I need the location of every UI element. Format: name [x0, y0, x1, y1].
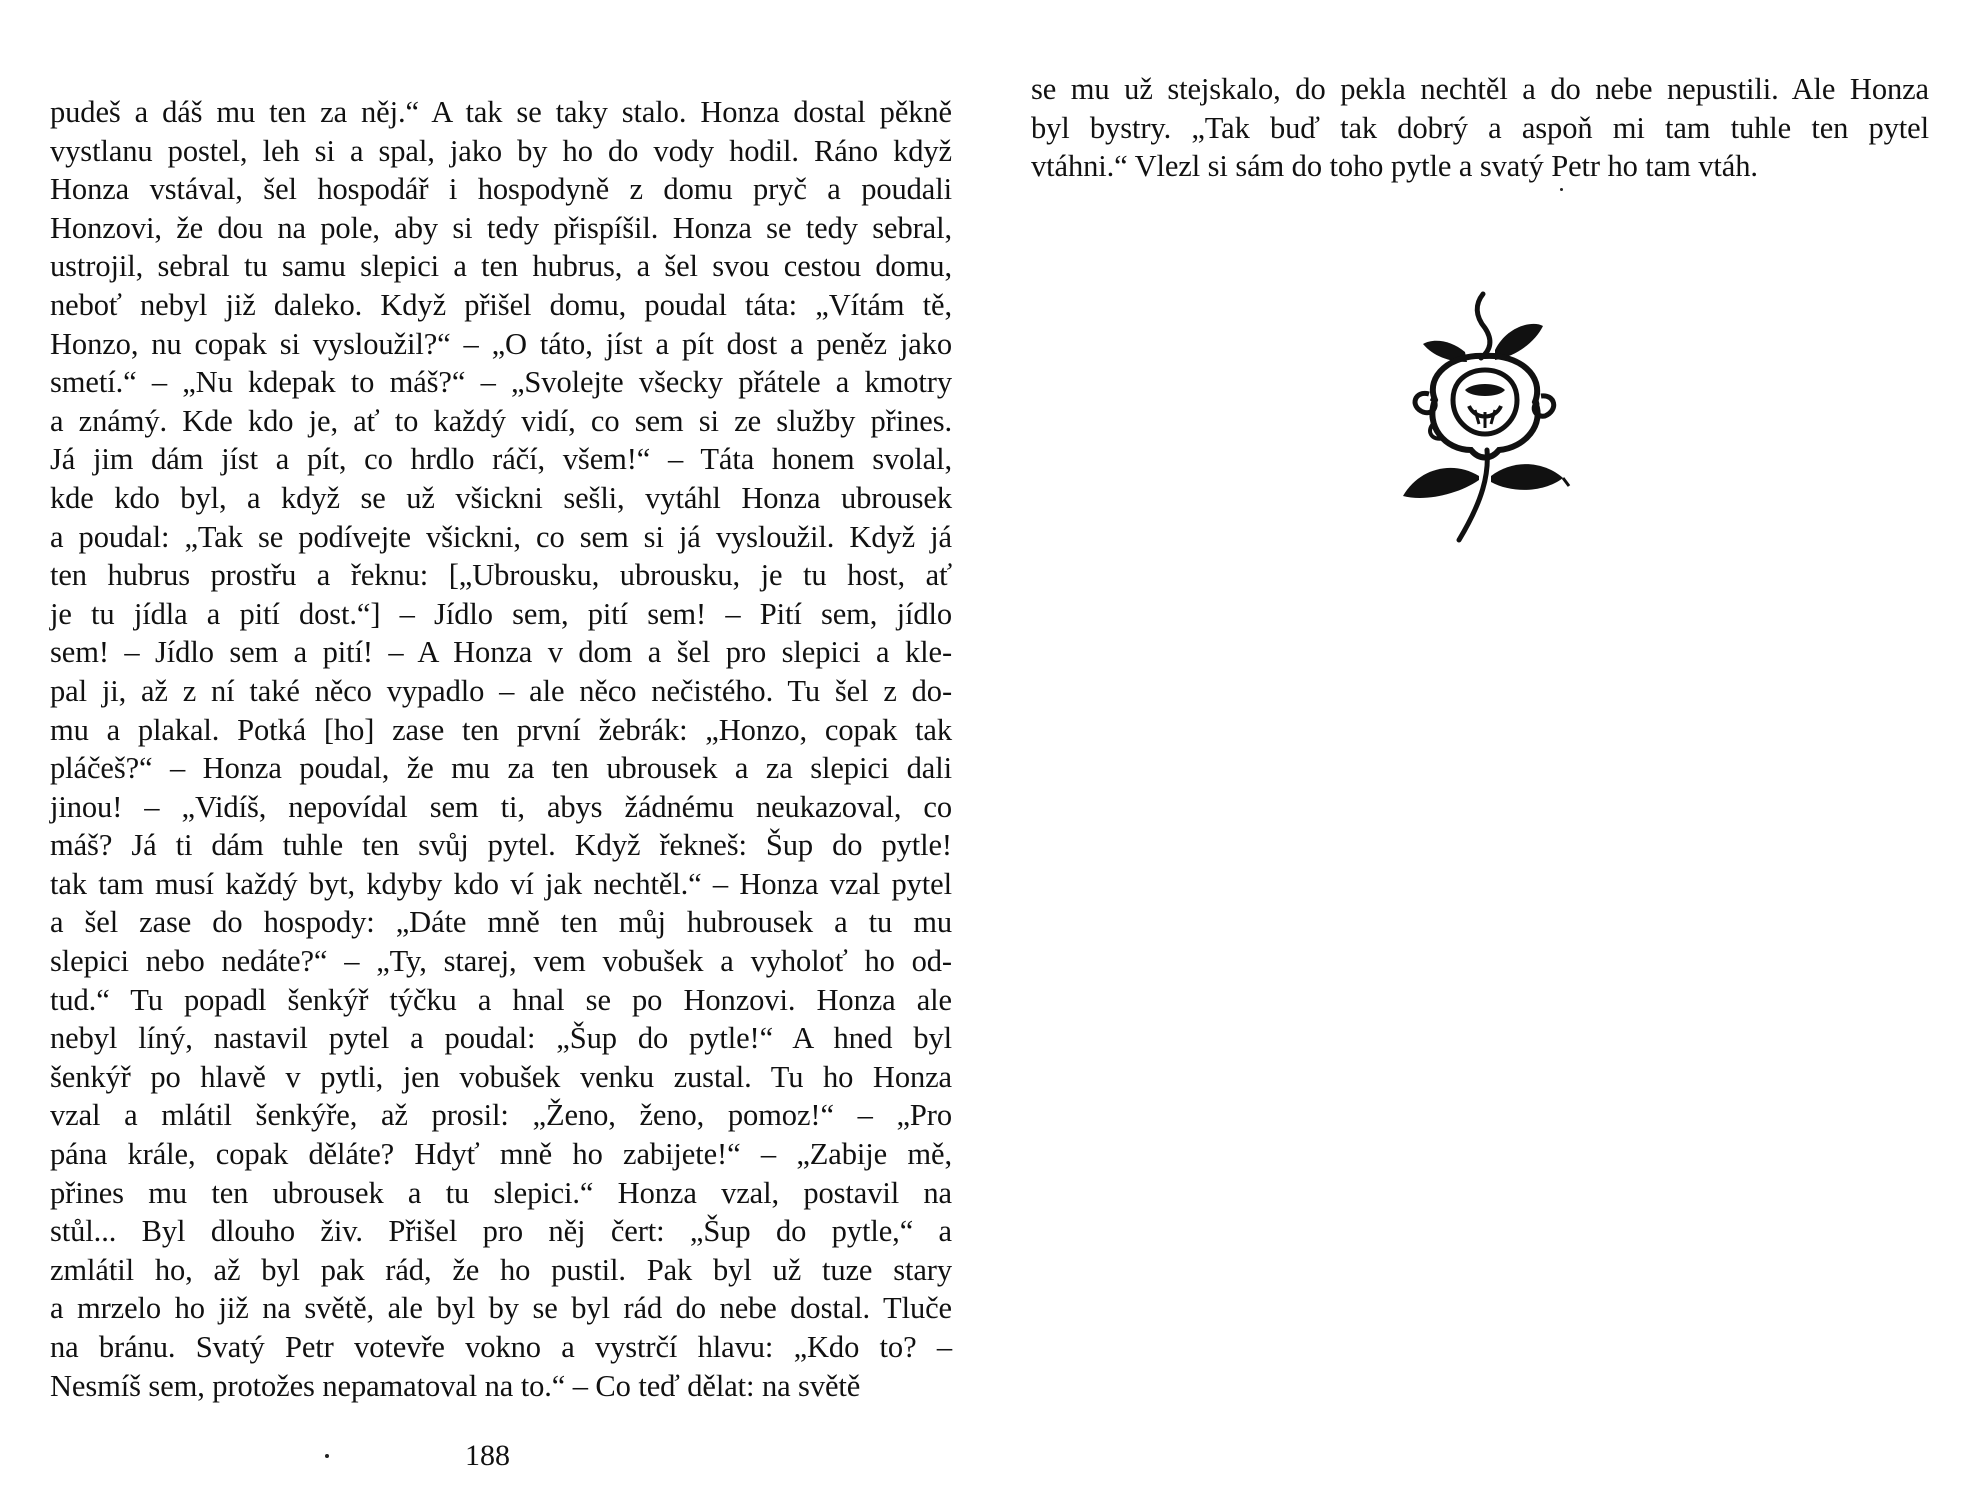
- print-speck: [325, 1454, 329, 1458]
- left-page-line: stůl... Byl dlouho živ. Přišel pro něj čert: „Šup do pytle,“ a: [50, 1214, 952, 1249]
- left-page-line: Nesmíš sem, protožes nepamatoval na to.“ – Co teď dělat: na světě: [50, 1368, 861, 1403]
- left-page-line: slepici nebo nedáte?“ – „Ty, starej, vem vobušek a vyholoť ho od-: [50, 944, 952, 979]
- left-page-line: a mrzelo ho již na světě, ale byl by se byl rád do nebe dostal. Tluče: [50, 1291, 952, 1326]
- left-page-line: jinou! – „Vidíš, nepovídal sem ti, abys žádnému neukazoval, co: [50, 789, 952, 824]
- right-page-line: vtáhni.“ Vlezl si sám do toho pytle a svatý Petr ho tam vtáh.: [1031, 149, 1758, 184]
- left-page-line: tak tam musí každý byt, kdyby kdo ví jak nechtěl.“ – Honza vzal pytel: [50, 866, 952, 901]
- left-page-line: kde kdo byl, a když se už všickni sešli, vytáhl Honza ubrousek: [50, 480, 952, 515]
- left-page-line: a šel zase do hospody: „Dáte mně ten můj hubrousek a tu mu: [50, 905, 952, 940]
- page-number: 188: [465, 1439, 510, 1472]
- left-page-line: pal ji, až z ní také něco vypadlo – ale něco nečistého. Tu šel z do-: [50, 673, 952, 708]
- left-page-line: ten hubrus prostřu a řeknu: [„Ubrousku, ubrousku, je tu host, ať: [50, 558, 952, 593]
- left-page-line: ustrojil, sebral tu samu slepici a ten hubrus, a šel svou cestou domu,: [50, 249, 952, 284]
- left-page-line: sem! – Jídlo sem a pití! – A Honza v dom a šel pro slepici a kle-: [50, 635, 952, 670]
- left-page-line: neboť nebyl již daleko. Když přišel domu, poudal táta: „Vítám tě,: [50, 287, 952, 322]
- right-page-line: se mu už stejskalo, do pekla nechtěl a do nebe nepustili. Ale Honza: [1031, 72, 1929, 106]
- left-page-line: pána krále, copak děláte? Hdyť mně ho zabijete!“ – „Zabije mě,: [50, 1137, 952, 1172]
- left-page-line: vzal a mlátil šenkýře, až prosil: „Ženo, ženo, pomoz!“ – „Pro: [50, 1098, 952, 1133]
- left-page-line: zmlátil ho, až byl pak rád, že ho pustil. Pak byl už tuze stary: [50, 1252, 952, 1287]
- left-page-line: nebyl líný, nastavil pytel a poudal: „Šup do pytle!“ A hned byl: [50, 1021, 952, 1056]
- right-page-line: byl bystry. „Tak buď tak dobrý a aspoň mi tam tuhle ten pytel: [1031, 110, 1929, 145]
- left-page-line: je tu jídla a pití dost.“] – Jídlo sem, pití sem! – Pití sem, jídlo: [50, 596, 952, 631]
- right-page-text: [1031, 70, 1929, 186]
- left-page-line: a známý. Kde kdo je, ať to každý vidí, co sem si ze služby přines.: [50, 403, 952, 438]
- left-page-line: mu a plakal. Potká [ho] zase ten první žebrák: „Honzo, copak tak: [50, 712, 952, 747]
- left-page-line: přines mu ten ubrousek a tu slepici.“ Honza vzal, postavil na: [50, 1175, 952, 1210]
- print-speck: [1560, 188, 1563, 191]
- left-page-line: Honzovi, že dou na pole, aby si tedy přispíšil. Honza se tedy sebral,: [50, 210, 952, 245]
- left-page-line: a poudal: „Tak se podívejte všickni, co sem si já vysloužil. Když já: [50, 519, 952, 554]
- left-page-line: smetí.“ – „Nu kdepak to máš?“ – „Svolejte všecky přátele a kmotry: [50, 365, 952, 400]
- left-page-line: pudeš a dáš mu ten za něj.“ A tak se taky stalo. Honza dostal pěkně: [50, 95, 952, 129]
- left-page-line: vystlanu postel, leh si a spal, jako by ho do vody hodil. Ráno když: [50, 133, 952, 168]
- left-page-line: na bránu. Svatý Petr votevře vokno a vystrčí hlavu: „Kdo to? –: [50, 1330, 952, 1364]
- left-page-line: šenkýř po hlavě v pytli, jen vobušek venku zustal. Tu ho Honza: [50, 1059, 952, 1094]
- flower-ornament-icon: [1395, 290, 1575, 550]
- left-page-line: tud.“ Tu popadl šenkýř týčku a hnal se po Honzovi. Honza ale: [50, 982, 952, 1017]
- right-page: [985, 0, 1970, 1500]
- left-page-line: Honza vstával, šel hospodář i hospodyně z domu pryč a poudali: [50, 172, 952, 207]
- left-page-line: Honzo, nu copak si vysloužil?“ – „O táto, jíst a pít dost a peněz jako: [50, 326, 952, 361]
- left-page-line: máš? Já ti dám tuhle ten svůj pytel. Když řekneš: Šup do pytle!: [50, 828, 952, 863]
- left-page-text: [50, 93, 952, 1405]
- left-page-line: pláčeš?“ – Honza poudal, že mu za ten ubrousek a za slepici dali: [50, 751, 952, 786]
- left-page-line: Já jim dám jíst a pít, co hrdlo ráčí, všem!“ – Táta honem svolal,: [50, 442, 952, 477]
